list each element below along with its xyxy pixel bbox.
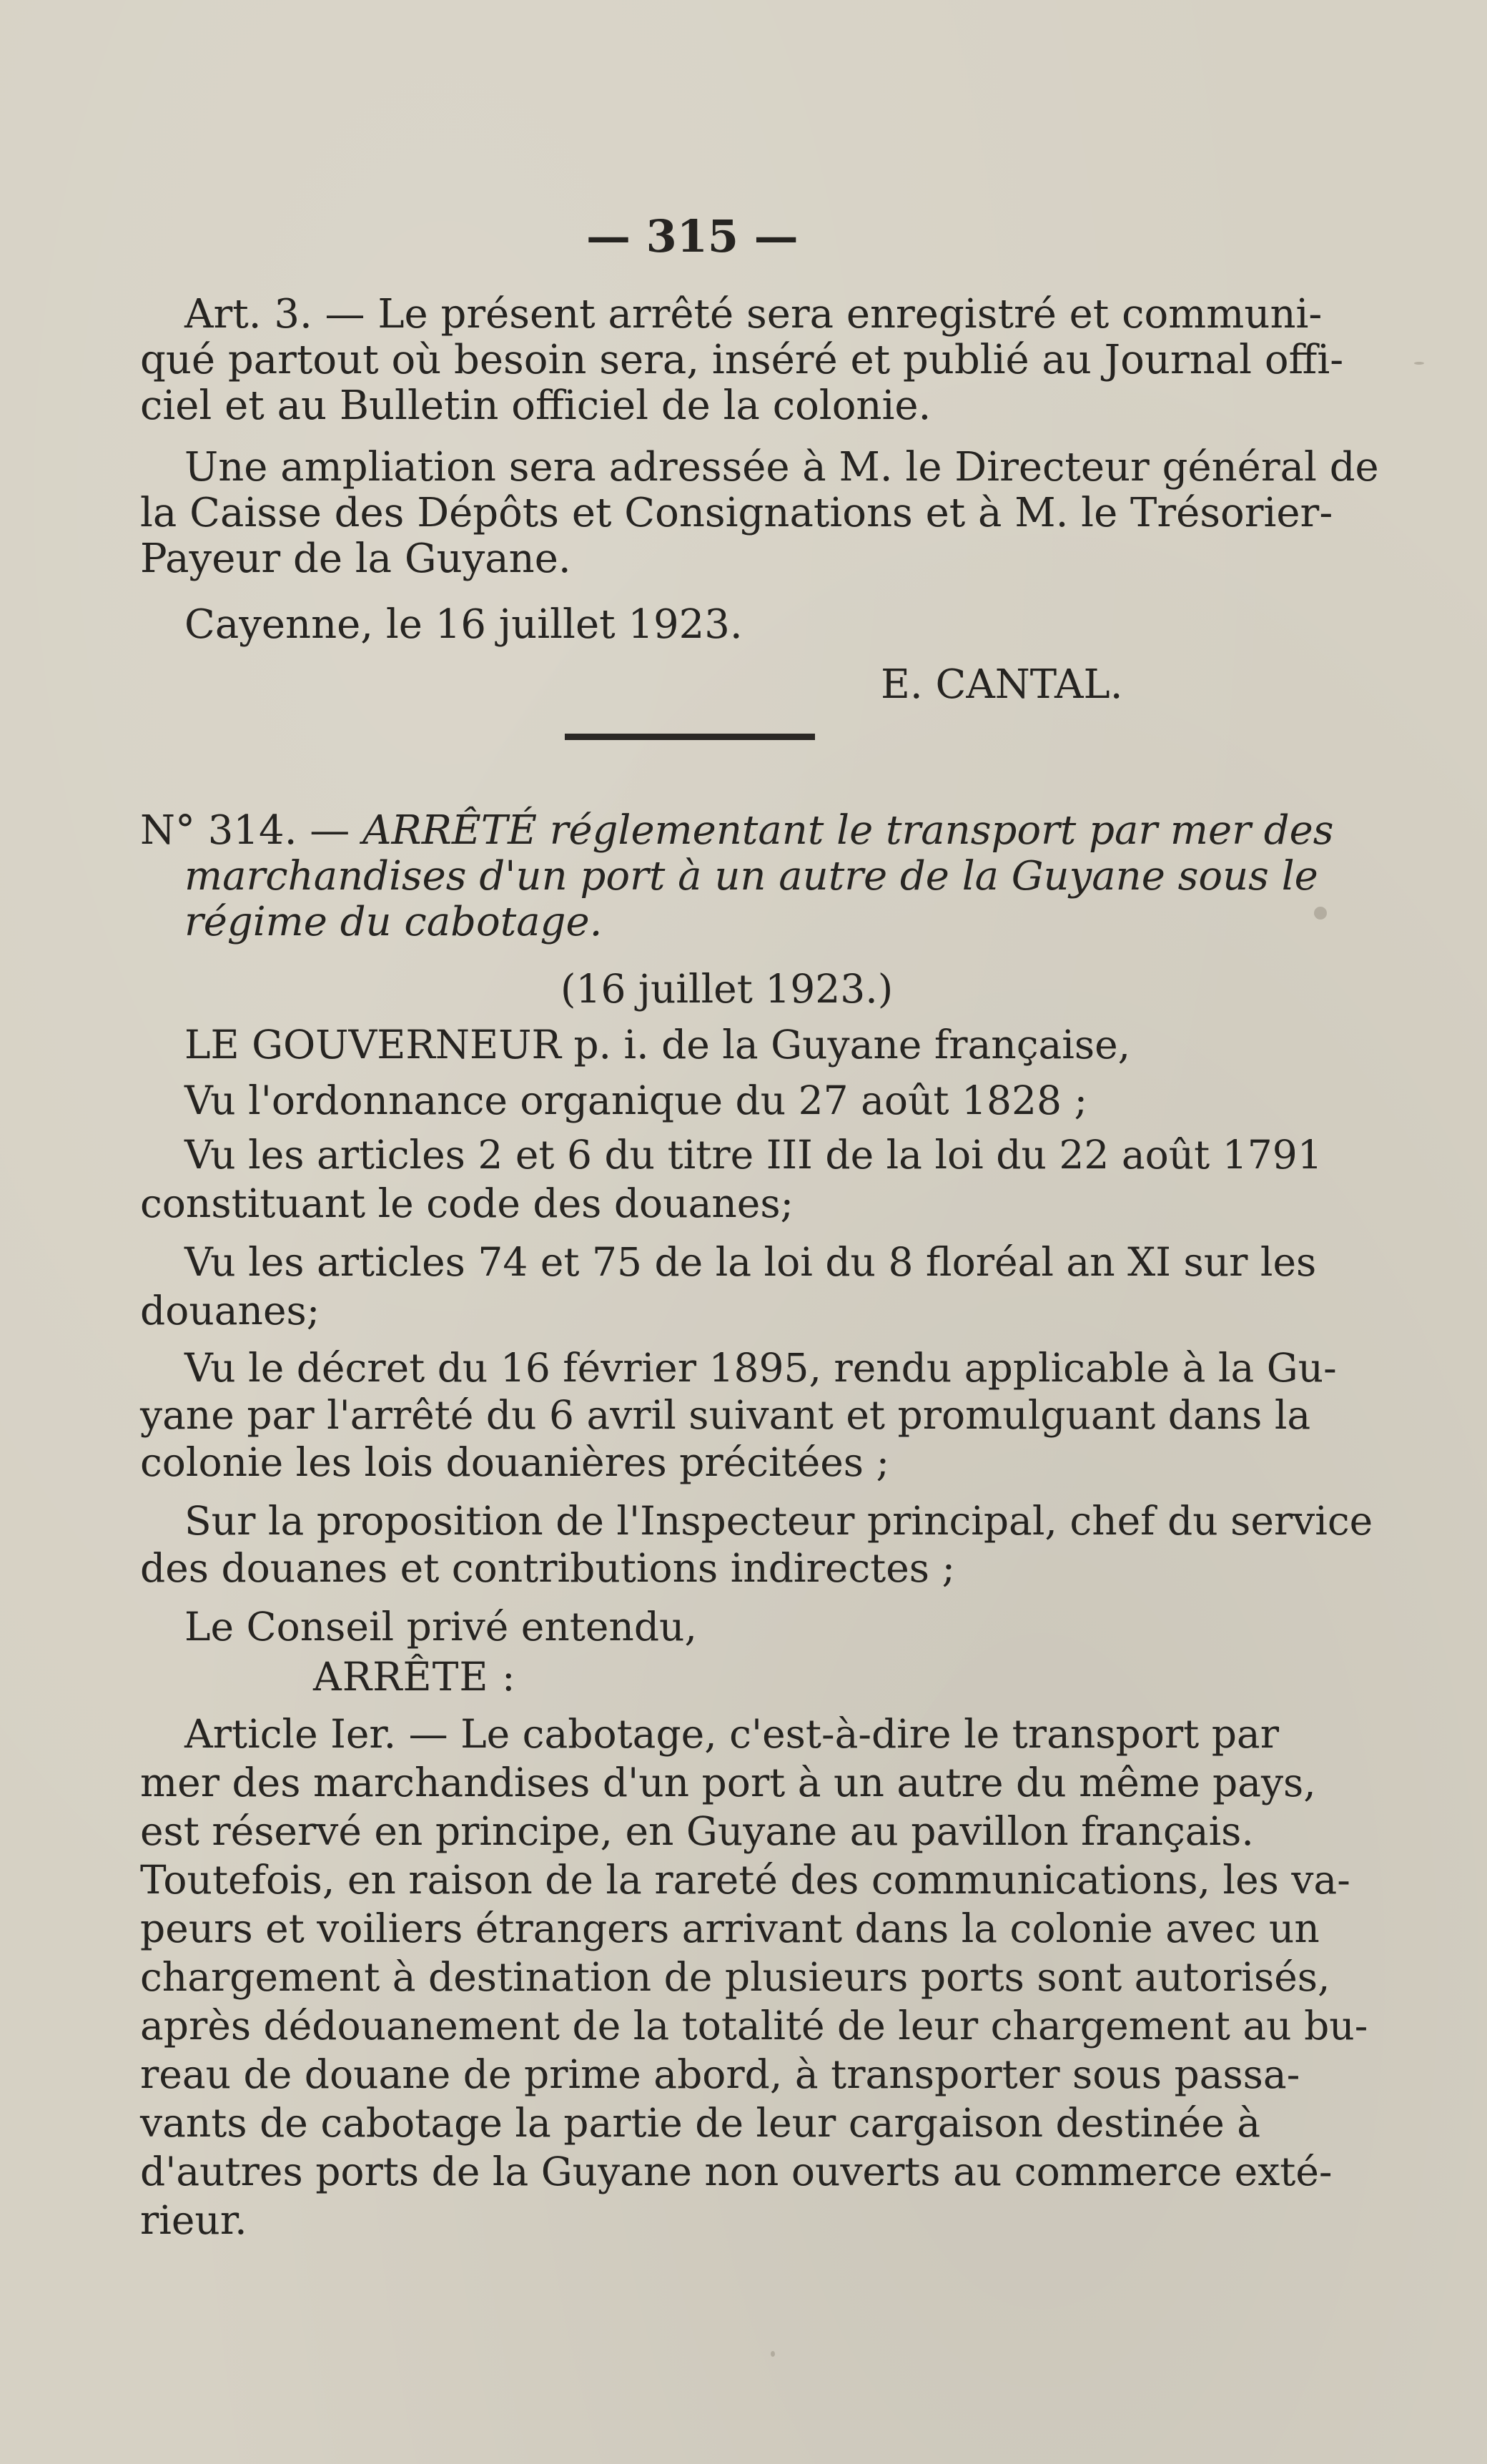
arrete-date: (16 juillet 1923.) [560,966,894,1012]
paper-speck [1314,907,1327,920]
art3-line-1: Art. 3. — Le présent arrêté sera enregistré et communi- [184,291,1323,337]
date-line: Cayenne, le 16 juillet 1923. [184,601,743,648]
art1-line-5: peurs et voiliers étrangers arrivant dans la colonie avec un [140,1906,1320,1951]
signature: E. CANTAL. [881,661,1123,708]
proposition-2: des douanes et contributions indirectes ; [140,1545,956,1591]
paper-speck [771,2351,775,2357]
conseil-line: Le Conseil privé entendu, [184,1604,697,1650]
vu-decret-3: colonie les lois douanières précitées ; [140,1439,890,1485]
art1-line-2: mer des marchandises d'un port à un autre du même pays, [140,1760,1316,1805]
arrete-heading-line-1 [140,807,1334,854]
vu-ordonnance: Vu l'ordonnance organique du 27 août 1828 ; [184,1078,1087,1123]
page-number: — 315 — [586,210,799,262]
paper-speck [1414,362,1424,365]
vu-articles-1: Vu les articles 2 et 6 du titre III de la loi du 22 août 1791 [184,1132,1323,1178]
vu-floreal-2: douanes; [140,1288,320,1334]
vu-floreal-1: Vu les articles 74 et 75 de la loi du 8 floréal an XI sur les [184,1239,1317,1285]
art1-line-10: d'autres ports de la Guyane non ouverts au commerce exté- [140,2149,1333,2194]
art1-line-4: Toutefois, en raison de la rareté des communications, les va- [140,1857,1350,1903]
vu-decret-2: yane par l'arrêté du 6 avril suivant et promulguant dans la [140,1392,1311,1438]
arrete-heading-line-2: marchandises d'un port à un autre de la Guyane sous le [184,853,1318,900]
arrete-word: ARRÊTE : [313,1654,516,1700]
gouverneur-line: LE GOUVERNEUR p. i. de la Guyane française, [184,1022,1131,1068]
art1-line-3: est réservé en principe, en Guyane au pavillon français. [140,1808,1254,1854]
arrete-title: ARRÊTÉ réglementant le transport par mer des [362,807,1334,854]
vu-decret-1: Vu le décret du 16 février 1895, rendu applicable à la Gu- [184,1345,1337,1391]
art1-line-1: Article Ier. — Le cabotage, c'est-à-dire le transport par [184,1711,1280,1757]
proposition-1: Sur la proposition de l'Inspecteur principal, chef du service [184,1498,1373,1544]
art3-line-3: ciel et au Bulletin officiel de la colonie. [140,383,932,429]
arrete-heading-line-3: régime du cabotage. [184,899,603,945]
art1-line-8: reau de douane de prime abord, à transporter sous passa- [140,2051,1300,2097]
ampliation-line-2: la Caisse des Dépôts et Consignations et à M. le Trésorier- [140,490,1333,536]
vu-articles-2: constituant le code des douanes; [140,1181,794,1226]
separator-rule [565,734,815,740]
art3-line-2: qué partout où besoin sera, inséré et publié au Journal offi- [140,337,1344,383]
art1-line-7: après dédouanement de la totalité de leur chargement au bu- [140,2003,1368,2049]
arrete-number: N° 314. — [140,807,363,854]
art1-line-6: chargement à destination de plusieurs ports sont autorisés, [140,1954,1330,2000]
art1-line-9: vants de cabotage la partie de leur cargaison destinée à [140,2100,1261,2146]
ampliation-line-1: Une ampliation sera adressée à M. le Directeur général de [184,444,1379,491]
art1-line-11: rieur. [140,2197,247,2243]
ampliation-line-3: Payeur de la Guyane. [140,536,571,582]
